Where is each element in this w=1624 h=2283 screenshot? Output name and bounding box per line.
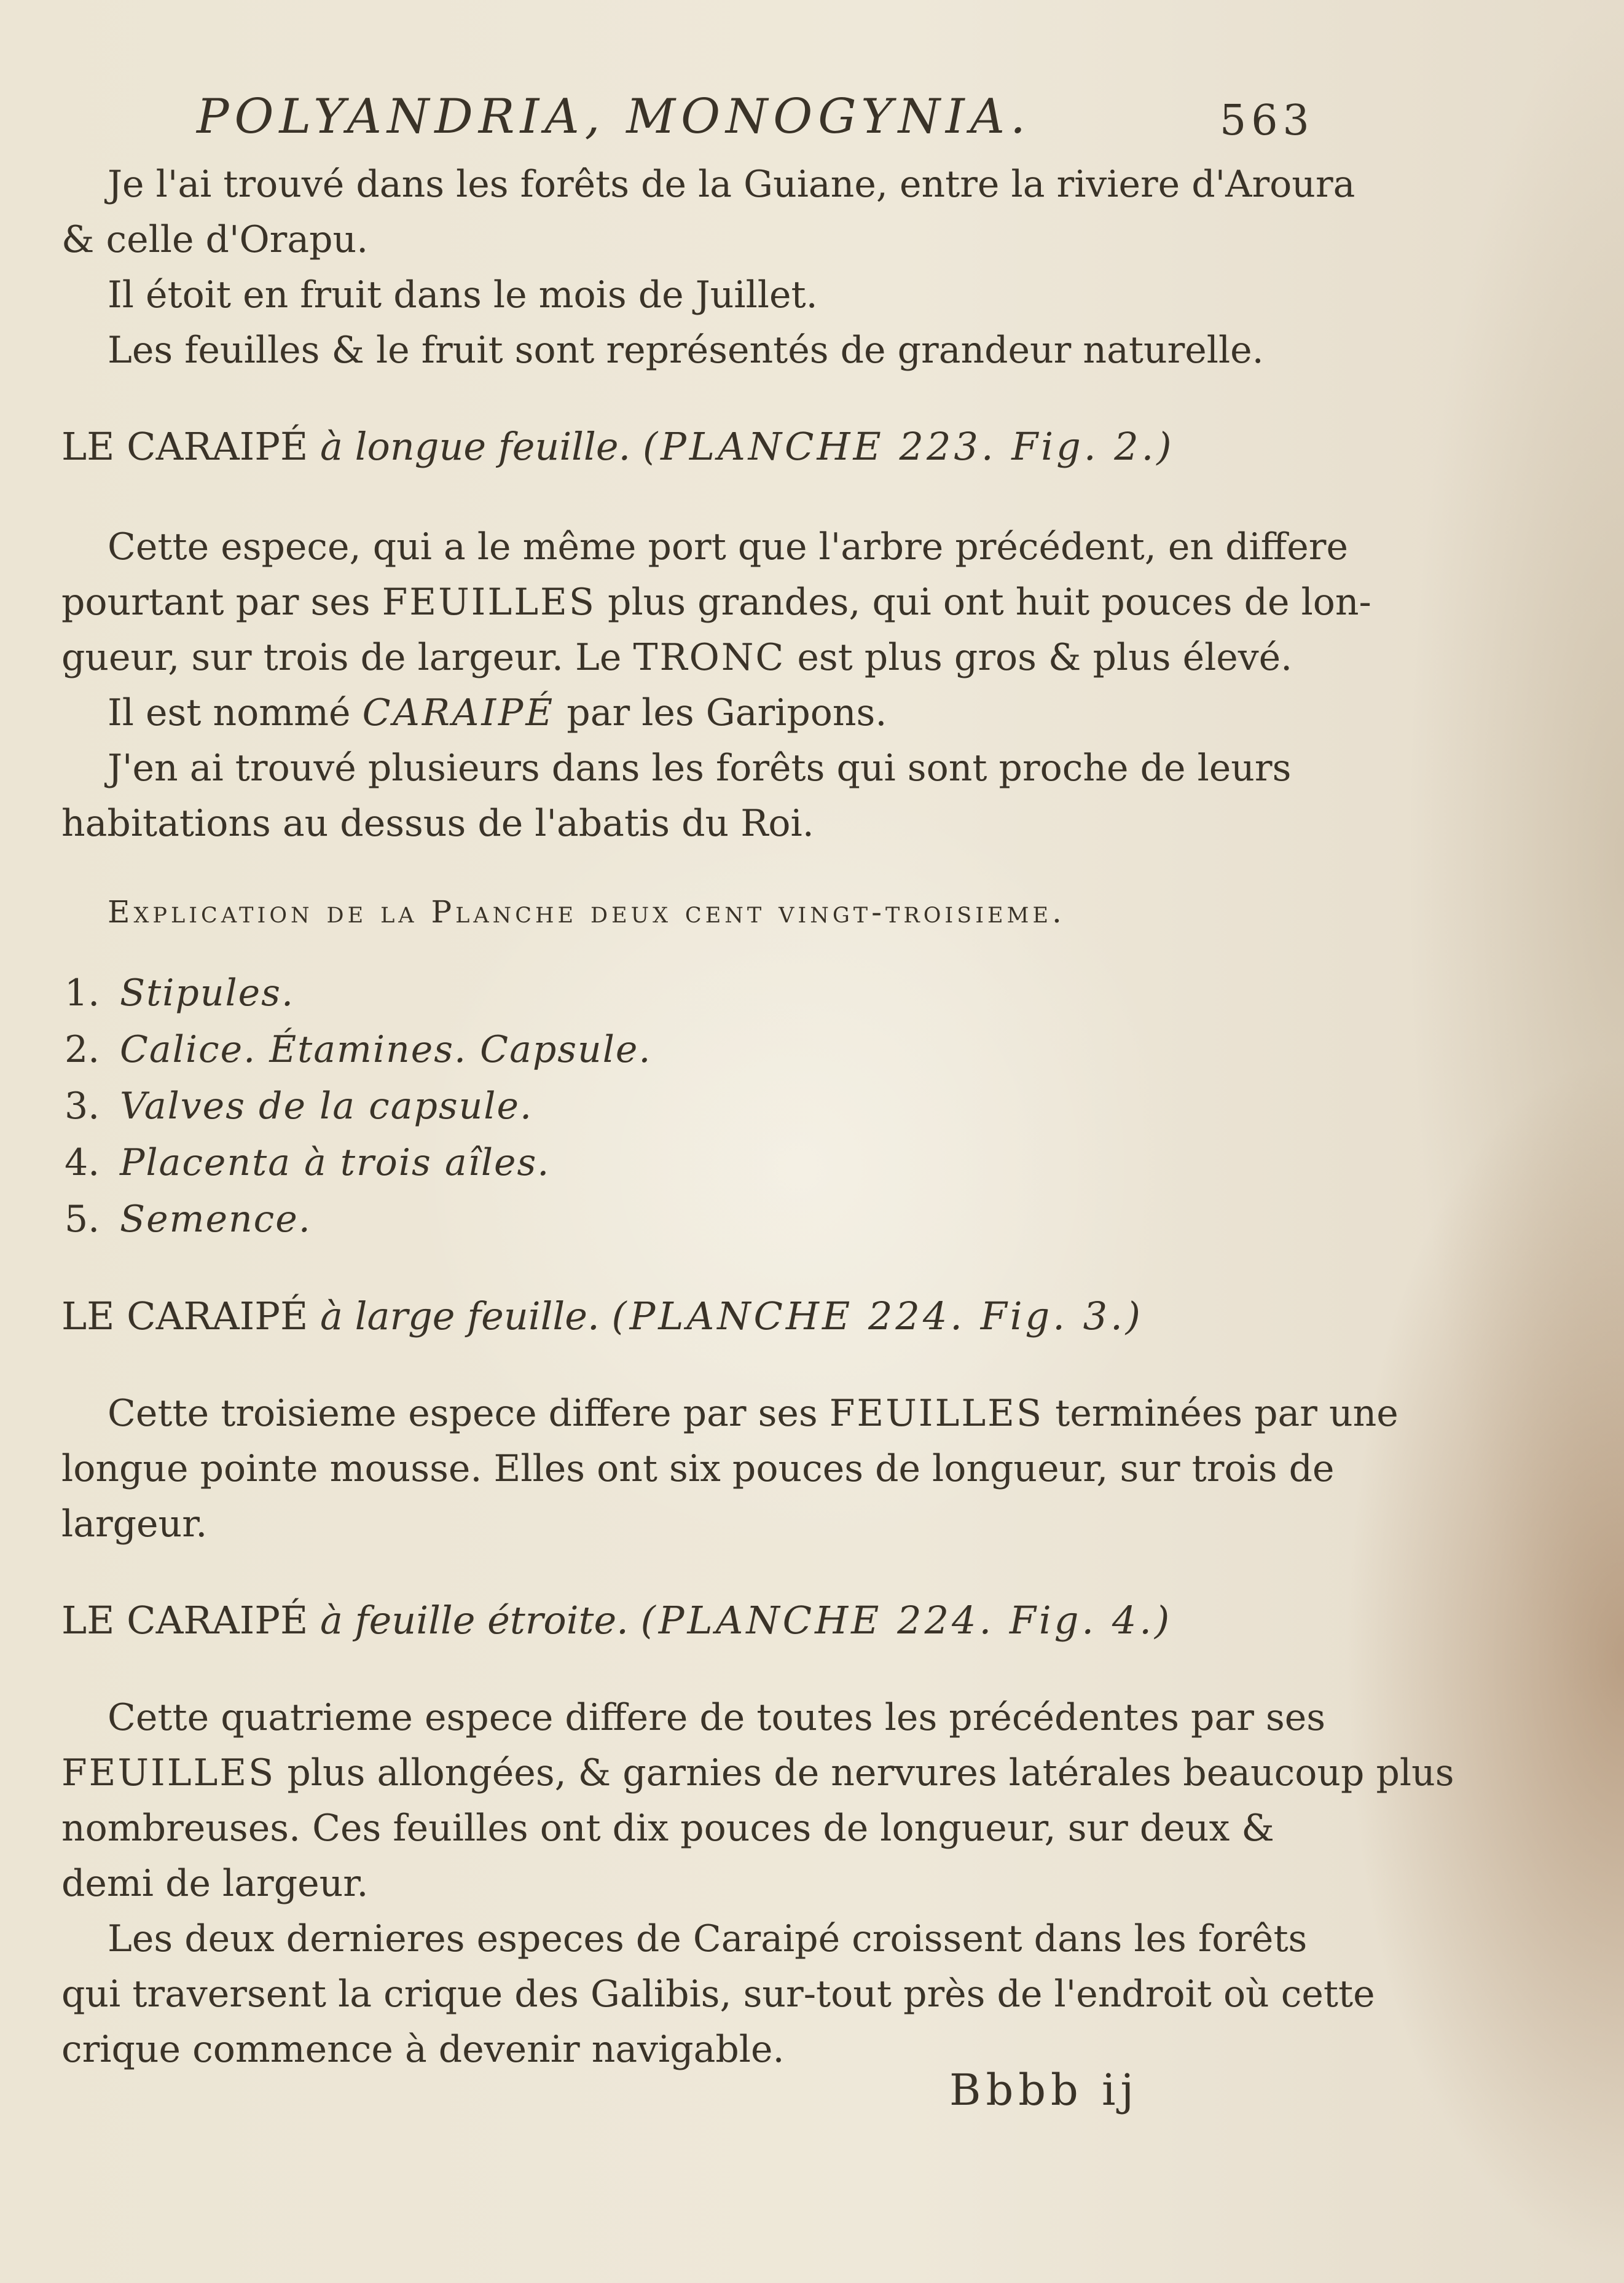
heading-epithet: à large feuille. xyxy=(320,1294,600,1338)
legend-item xyxy=(65,1191,651,1248)
text-line xyxy=(61,575,1371,630)
heading-title: LE CARAIPÉ xyxy=(61,424,308,469)
keyword-feuilles: FEUILLES xyxy=(61,1751,276,1794)
legend-label: Semence. xyxy=(120,1198,312,1241)
intro-paragraphs xyxy=(61,157,1355,378)
keyword-feuilles: FEUILLES xyxy=(382,581,596,624)
text-line: largeur. xyxy=(61,1503,208,1546)
text-line xyxy=(61,1386,1398,1441)
plate-explanation-title: Explication de la Planche deux cent vingt-troisieme. xyxy=(108,894,1065,930)
text-fragment: par les Garipons. xyxy=(567,691,887,734)
paragraph-feuille-etroite xyxy=(61,1690,1454,2077)
legend-label: Placenta à trois aîles. xyxy=(120,1141,551,1184)
text-fragment: plus allongées, & garnies de nervures latérales beaucoup plus xyxy=(287,1751,1454,1794)
text-fragment: pourtant par ses xyxy=(61,581,371,624)
paragraph-large-feuille xyxy=(61,1386,1398,1552)
text-line xyxy=(61,685,1303,741)
text-fragment: est plus gros & plus élevé. xyxy=(797,636,1293,679)
plate-legend xyxy=(65,965,651,1248)
section-heading-large-feuille xyxy=(61,1294,1143,1338)
running-head: POLYANDRIA, MONOGYNIA. xyxy=(197,89,1031,144)
legend-label: Stipules. xyxy=(120,972,295,1015)
legend-label: Calice. Étamines. Capsule. xyxy=(120,1028,652,1071)
text-line: J'en ai trouvé plusieurs dans les forêts qui sont proche de leurs xyxy=(108,747,1292,790)
signature-mark: Bbbb ij xyxy=(949,2065,1139,2115)
legend-number: 3. xyxy=(65,1085,100,1128)
section-heading-longue-feuille xyxy=(61,424,1175,469)
text-line: qui traversent la crique des Galibis, sur-tout près de l'endroit où cette xyxy=(61,1973,1375,2016)
text-fragment: Cette troisieme espece differe par ses xyxy=(108,1392,818,1435)
legend-item xyxy=(65,1078,651,1134)
plate-reference: (PLANCHE 224. Fig. 4.) xyxy=(640,1598,1173,1643)
heading-epithet: à longue feuille. xyxy=(320,424,631,469)
plate-reference: (PLANCHE 224. Fig. 3.) xyxy=(611,1294,1143,1338)
text-line: Les deux dernieres especes de Caraipé croissent dans les forêts xyxy=(108,1917,1308,1960)
text-line: longue pointe mousse. Elles ont six pouces de longueur, sur trois de xyxy=(61,1447,1335,1490)
legend-number: 5. xyxy=(65,1198,100,1241)
text-line: Il étoit en fruit dans le mois de Juillet. xyxy=(108,273,818,316)
legend-label: Valves de la capsule. xyxy=(120,1085,533,1128)
paragraph-longue-feuille xyxy=(61,519,1371,851)
text-fragment: gueur, sur trois de largeur. Le xyxy=(61,636,622,679)
page-number: 563 xyxy=(1220,96,1314,145)
plate-reference: (PLANCHE 223. Fig. 2.) xyxy=(642,424,1175,469)
section-heading-feuille-etroite xyxy=(61,1598,1172,1643)
legend-item xyxy=(65,1134,651,1191)
heading-epithet: à feuille étroite. xyxy=(320,1598,629,1643)
text-line: Cette quatrieme espece differe de toutes les précédentes par ses xyxy=(108,1696,1326,1739)
vernacular-name: CARAIPÉ xyxy=(362,691,555,734)
text-line xyxy=(61,630,1303,685)
text-line: Les feuilles & le fruit sont représentés de grandeur naturelle. xyxy=(108,329,1264,372)
page-header xyxy=(0,83,1624,151)
legend-number: 4. xyxy=(65,1141,100,1184)
keyword-feuilles: FEUILLES xyxy=(829,1392,1044,1435)
text-line: crique commence à devenir navigable. xyxy=(61,2028,785,2071)
text-line: nombreuses. Ces feuilles ont dix pouces de longueur, sur deux & xyxy=(61,1807,1274,1850)
text-line: & celle d'Orapu. xyxy=(61,218,369,261)
legend-item xyxy=(65,965,651,1021)
keyword-tronc: TRONC xyxy=(633,636,786,679)
legend-item xyxy=(65,1021,651,1078)
text-line: habitations au dessus de l'abatis du Roi. xyxy=(61,802,814,845)
heading-title: LE CARAIPÉ xyxy=(61,1294,308,1338)
text-line: Je l'ai trouvé dans les forêts de la Guiane, entre la riviere d'Aroura xyxy=(108,163,1355,206)
text-line: Cette espece, qui a le même port que l'arbre précédent, en differe xyxy=(108,525,1348,568)
legend-number: 1. xyxy=(65,972,100,1015)
heading-title: LE CARAIPÉ xyxy=(61,1598,308,1643)
legend-number: 2. xyxy=(65,1028,100,1071)
text-line xyxy=(61,1745,1454,1801)
text-fragment: Il est nommé xyxy=(108,691,351,734)
text-fragment: terminées par une xyxy=(1055,1392,1398,1435)
text-fragment: plus grandes, qui ont huit pouces de lon- xyxy=(608,581,1371,624)
text-line: demi de largeur. xyxy=(61,1862,369,1905)
